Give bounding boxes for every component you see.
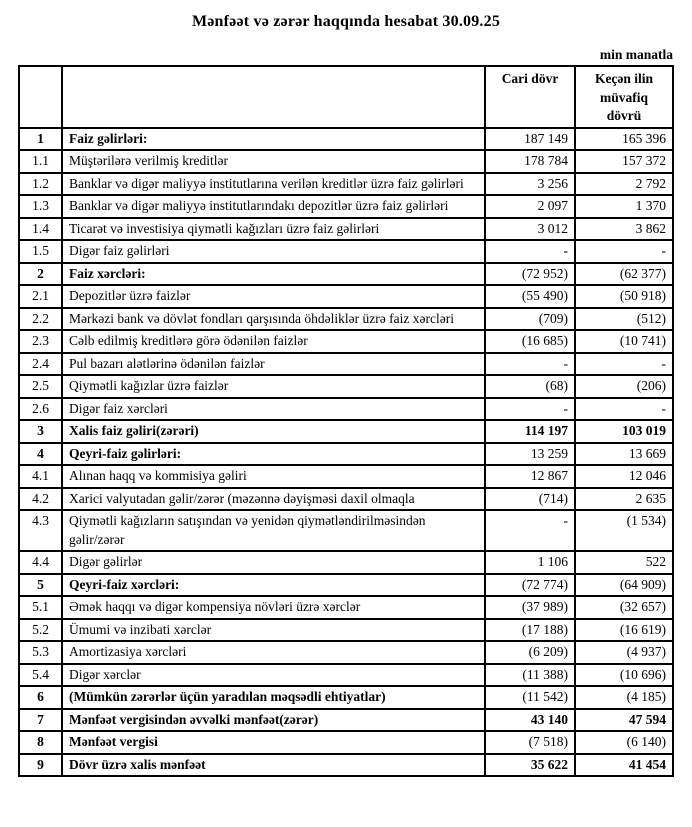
row-current-value: (68) [485, 375, 575, 398]
unit-note: min manatla [599, 47, 673, 62]
table-row [19, 731, 673, 754]
table-row [19, 375, 673, 398]
row-previous-value: - [575, 240, 673, 263]
row-label: Ticarət və investisiya qiymətli kağızları üzrə faiz gəlirləri [62, 218, 485, 241]
row-number: 5 [19, 574, 62, 597]
row-current-value: 187 149 [485, 128, 575, 151]
table-row [19, 754, 673, 777]
row-number: 1.5 [19, 240, 62, 263]
row-previous-value: (50 918) [575, 285, 673, 308]
table-row [19, 664, 673, 687]
header-current-period-col: Cari dövr [485, 66, 575, 128]
report-table-body [19, 128, 673, 777]
table-row [19, 308, 673, 331]
row-label: Faiz gəlirləri: [62, 128, 485, 151]
row-number: 5.2 [19, 619, 62, 642]
table-row [19, 150, 673, 173]
row-current-value: (11 388) [485, 664, 575, 687]
row-number: 4.1 [19, 465, 62, 488]
row-number: 1.2 [19, 173, 62, 196]
row-label: Mərkəzi bank və dövlət fondları qarşısında öhdəliklər üzrə faiz xərcləri [62, 308, 485, 331]
row-number: 1.1 [19, 150, 62, 173]
table-row [19, 330, 673, 353]
row-label: Qiymətli kağızlar üzrə faizlər [62, 375, 485, 398]
row-label: Depozitlər üzrə faizlər [62, 285, 485, 308]
row-previous-value: (32 657) [575, 596, 673, 619]
row-label: Digər faiz gəlirləri [62, 240, 485, 263]
report-table-header [19, 66, 673, 128]
row-previous-value: (4 185) [575, 686, 673, 709]
table-row [19, 195, 673, 218]
row-current-value: - [485, 353, 575, 376]
row-previous-value: - [575, 353, 673, 376]
table-row [19, 263, 673, 286]
table-row [19, 574, 673, 597]
row-current-value: (72 774) [485, 574, 575, 597]
row-label: Cəlb edilmiş kreditlərə görə ödənilən faizlər [62, 330, 485, 353]
row-number: 2 [19, 263, 62, 286]
row-current-value: (72 952) [485, 263, 575, 286]
row-current-value: - [485, 510, 575, 551]
row-label: Əmək haqqı və digər kompensiya növləri üzrə xərclər [62, 596, 485, 619]
row-current-value: 114 197 [485, 420, 575, 443]
header-row [19, 66, 673, 128]
row-current-value: 13 259 [485, 443, 575, 466]
row-previous-value: (16 619) [575, 619, 673, 642]
row-label: Banklar və digər maliyyə institutlarına verilən kreditlər üzrə faiz gəlirləri [62, 173, 485, 196]
table-row [19, 398, 673, 421]
row-number: 5.1 [19, 596, 62, 619]
row-current-value: 1 106 [485, 551, 575, 574]
row-number: 7 [19, 709, 62, 732]
row-previous-value: 2 792 [575, 173, 673, 196]
table-row [19, 240, 673, 263]
row-label: Dövr üzrə xalis mənfəət [62, 754, 485, 777]
row-label: Amortizasiya xərcləri [62, 641, 485, 664]
row-previous-value: (206) [575, 375, 673, 398]
row-number: 2.2 [19, 308, 62, 331]
row-current-value: 3 012 [485, 218, 575, 241]
table-row [19, 218, 673, 241]
row-label: Müştərilərə verilmiş kreditlər [62, 150, 485, 173]
header-number-col [19, 66, 62, 128]
row-previous-value: (6 140) [575, 731, 673, 754]
table-row [19, 465, 673, 488]
row-previous-value: 522 [575, 551, 673, 574]
row-label: Digər xərclər [62, 664, 485, 687]
report-title: Mənfəət və zərər haqqında hesabat 30.09.25 [191, 13, 501, 30]
row-previous-value: 3 862 [575, 218, 673, 241]
row-previous-value: 165 396 [575, 128, 673, 151]
table-row [19, 641, 673, 664]
row-previous-value: (64 909) [575, 574, 673, 597]
row-previous-value: 12 046 [575, 465, 673, 488]
row-previous-value: 1 370 [575, 195, 673, 218]
row-label: Pul bazarı alətlərinə ödənilən faizlər [62, 353, 485, 376]
row-number: 2.5 [19, 375, 62, 398]
row-label: Alınan haqq və kommisiya gəliri [62, 465, 485, 488]
row-label: Xarici valyutadan gəlir/zərər (məzənnə dəyişməsi daxil olmaqla [62, 488, 485, 511]
row-number: 4.4 [19, 551, 62, 574]
table-row [19, 686, 673, 709]
row-previous-value: (10 696) [575, 664, 673, 687]
row-number: 9 [19, 754, 62, 777]
row-current-value: 2 097 [485, 195, 575, 218]
row-previous-value: 103 019 [575, 420, 673, 443]
row-previous-value: (1 534) [575, 510, 673, 551]
row-current-value: 43 140 [485, 709, 575, 732]
row-number: 5.4 [19, 664, 62, 687]
row-current-value: (16 685) [485, 330, 575, 353]
row-current-value: (7 518) [485, 731, 575, 754]
header-description-col [62, 66, 485, 128]
row-label: Mənfəət vergisindən əvvəlki mənfəət(zərər) [62, 709, 485, 732]
row-number: 4 [19, 443, 62, 466]
row-current-value: (709) [485, 308, 575, 331]
row-current-value: 35 622 [485, 754, 575, 777]
table-row [19, 353, 673, 376]
row-current-value: - [485, 240, 575, 263]
table-row [19, 443, 673, 466]
row-label: Faiz xərcləri: [62, 263, 485, 286]
row-previous-value: 13 669 [575, 443, 673, 466]
row-current-value: (11 542) [485, 686, 575, 709]
row-number: 5.3 [19, 641, 62, 664]
row-current-value: (37 989) [485, 596, 575, 619]
header-previous-period-col: Keçən ilin müvafiq dövrü [575, 66, 673, 128]
row-number: 2.3 [19, 330, 62, 353]
row-number: 3 [19, 420, 62, 443]
row-current-value: - [485, 398, 575, 421]
row-current-value: 178 784 [485, 150, 575, 173]
row-current-value: (55 490) [485, 285, 575, 308]
report-table [18, 65, 674, 777]
table-row [19, 285, 673, 308]
table-row [19, 128, 673, 151]
row-number: 6 [19, 686, 62, 709]
row-label: Xalis faiz gəliri(zərəri) [62, 420, 485, 443]
row-previous-value: 47 594 [575, 709, 673, 732]
table-row [19, 488, 673, 511]
row-number: 4.3 [19, 510, 62, 551]
row-number: 2.4 [19, 353, 62, 376]
row-current-value: (17 188) [485, 619, 575, 642]
row-label: Digər gəlirlər [62, 551, 485, 574]
row-current-value: 12 867 [485, 465, 575, 488]
row-number: 2.6 [19, 398, 62, 421]
row-label: Digər faiz xərcləri [62, 398, 485, 421]
row-previous-value: 157 372 [575, 150, 673, 173]
row-number: 2.1 [19, 285, 62, 308]
row-current-value: (714) [485, 488, 575, 511]
row-number: 1.3 [19, 195, 62, 218]
row-label: Qiymətli kağızların satışından və yenidən qiymətləndirilməsindən gəlir/zərər [62, 510, 485, 551]
row-number: 4.2 [19, 488, 62, 511]
table-row [19, 510, 673, 551]
row-previous-value: - [575, 398, 673, 421]
row-current-value: (6 209) [485, 641, 575, 664]
row-previous-value: (10 741) [575, 330, 673, 353]
row-label: Banklar və digər maliyyə institutlarındakı depozitlər üzrə faiz gəlirləri [62, 195, 485, 218]
row-label: Qeyri-faiz xərcləri: [62, 574, 485, 597]
row-number: 1.4 [19, 218, 62, 241]
row-previous-value: (512) [575, 308, 673, 331]
table-row [19, 551, 673, 574]
table-row [19, 420, 673, 443]
row-previous-value: (62 377) [575, 263, 673, 286]
row-label: Ümumi və inzibati xərclər [62, 619, 485, 642]
table-row [19, 619, 673, 642]
row-current-value: 3 256 [485, 173, 575, 196]
row-number: 1 [19, 128, 62, 151]
row-label: Mənfəət vergisi [62, 731, 485, 754]
table-row [19, 596, 673, 619]
row-number: 8 [19, 731, 62, 754]
table-row [19, 173, 673, 196]
table-row [19, 709, 673, 732]
row-label: Qeyri-faiz gəlirləri: [62, 443, 485, 466]
row-previous-value: (4 937) [575, 641, 673, 664]
row-previous-value: 41 454 [575, 754, 673, 777]
row-previous-value: 2 635 [575, 488, 673, 511]
row-label: (Mümkün zərərlər üçün yaradılan məqsədli ehtiyatlar) [62, 686, 485, 709]
